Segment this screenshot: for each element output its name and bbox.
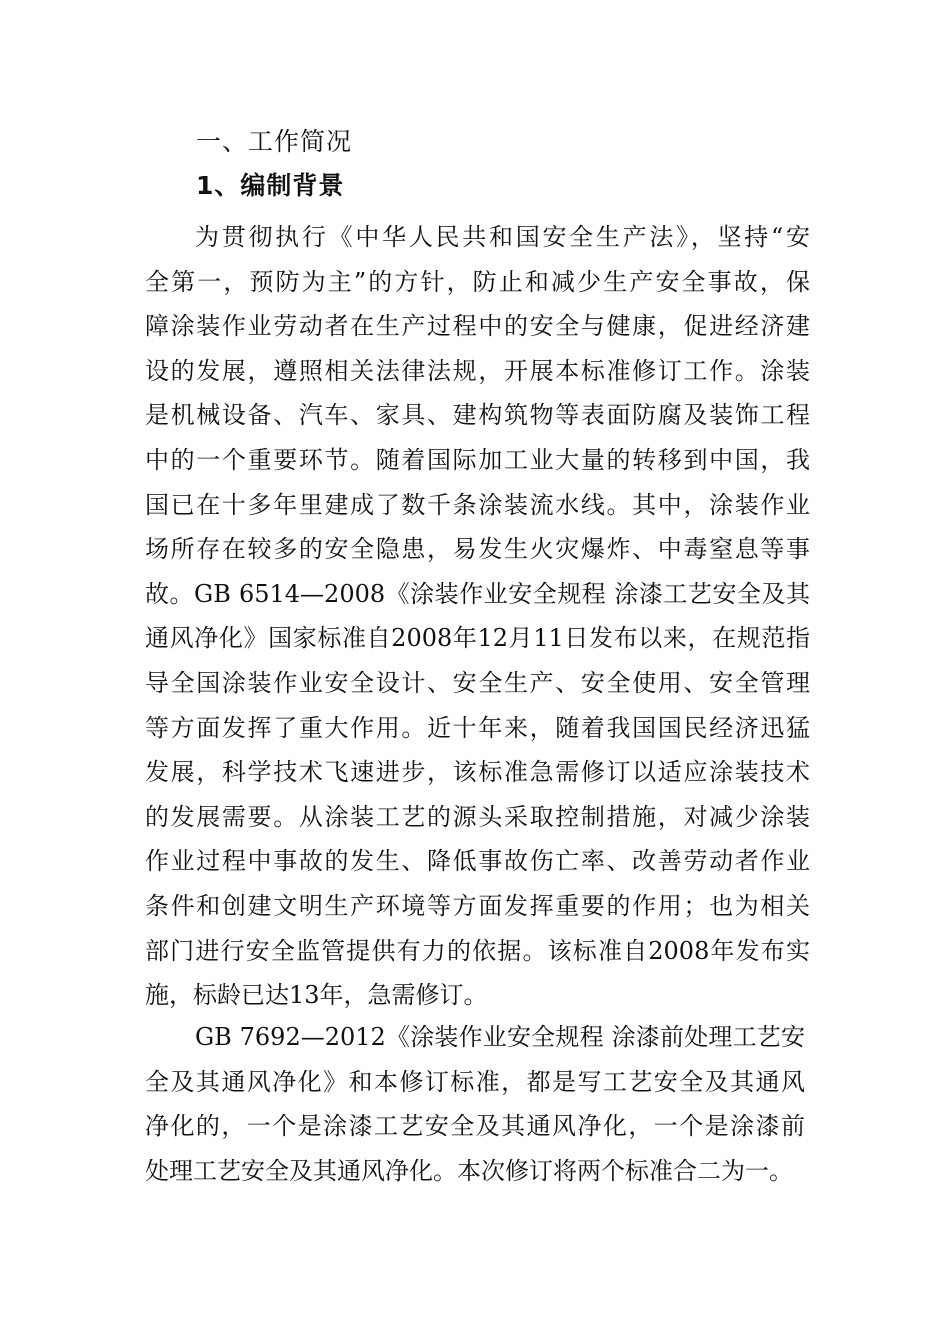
subsection-heading: 1、编制背景 [196, 171, 345, 200]
paragraph-line: 故。GB 6514—2008《涂装作业安全规程 涂漆工艺安全及其 [145, 579, 810, 608]
paragraph-line: 全及其通风净化》和本修订标准，都是写工艺安全及其通风 [145, 1067, 805, 1096]
section-heading: 一、工作简况 [196, 127, 353, 156]
paragraph-line: 通风净化》国家标准自2008年12月11日发布以来，在规范指 [145, 624, 810, 653]
paragraph-line: 部门进行安全监管提供有力的依据。该标准自2008年发布实 [145, 936, 810, 965]
paragraph-background-2 [145, 1015, 820, 1193]
paragraph-line: 等方面发挥了重大作用。近十年来，随着我国国民经济迅猛 [145, 713, 810, 742]
paragraph-line: 条件和创建文明生产环境等方面发挥重要的作用；也为相关 [145, 891, 810, 920]
paragraph-line: 净化的，一个是涂漆工艺安全及其通风净化，一个是涂漆前 [145, 1112, 805, 1141]
paragraph-line: 障涂装作业劳动者在生产过程中的安全与健康，促进经济建 [145, 312, 810, 341]
paragraph-line: 设的发展，遵照相关法律法规，开展本标准修订工作。涂装 [145, 356, 810, 385]
paragraph-line: 处理工艺安全及其通风净化。本次修订将两个标准合二为一。 [145, 1156, 793, 1185]
paragraph-line: 中的一个重要环节。随着国际加工业大量的转移到中国，我 [145, 445, 810, 474]
paragraph-line: 全第一，预防为主”的方针，防止和减少生产安全事故，保 [145, 267, 810, 296]
paragraph-background-1 [145, 215, 810, 1018]
paragraph-line: 施，标龄已达13年，急需修订。 [145, 981, 488, 1010]
paragraph-line: 国已在十多年里建成了数千条涂装流水线。其中，涂装作业 [145, 490, 810, 519]
paragraph-line: 的发展需要。从涂装工艺的源头采取控制措施，对减少涂装 [145, 802, 810, 831]
paragraph-line: 是机械设备、汽车、家具、建构筑物等表面防腐及装饰工程 [145, 401, 810, 430]
paragraph-line: GB 7692—2012《涂装作业安全规程 涂漆前处理工艺安 [195, 1023, 805, 1051]
paragraph-line: 作业过程中事故的发生、降低事故伤亡率、改善劳动者作业 [145, 847, 810, 876]
paragraph-line: 场所存在较多的安全隐患，易发生火灾爆炸、中毒窒息等事 [145, 535, 810, 564]
paragraph-line: 发展，科学技术飞速进步，该标准急需修订以适应涂装技术 [145, 758, 810, 787]
paragraph-line: 为贯彻执行《中华人民共和国安全生产法》，坚持“安 [195, 223, 810, 251]
paragraph-line: 导全国涂装作业安全设计、安全生产、安全使用、安全管理 [145, 668, 810, 697]
